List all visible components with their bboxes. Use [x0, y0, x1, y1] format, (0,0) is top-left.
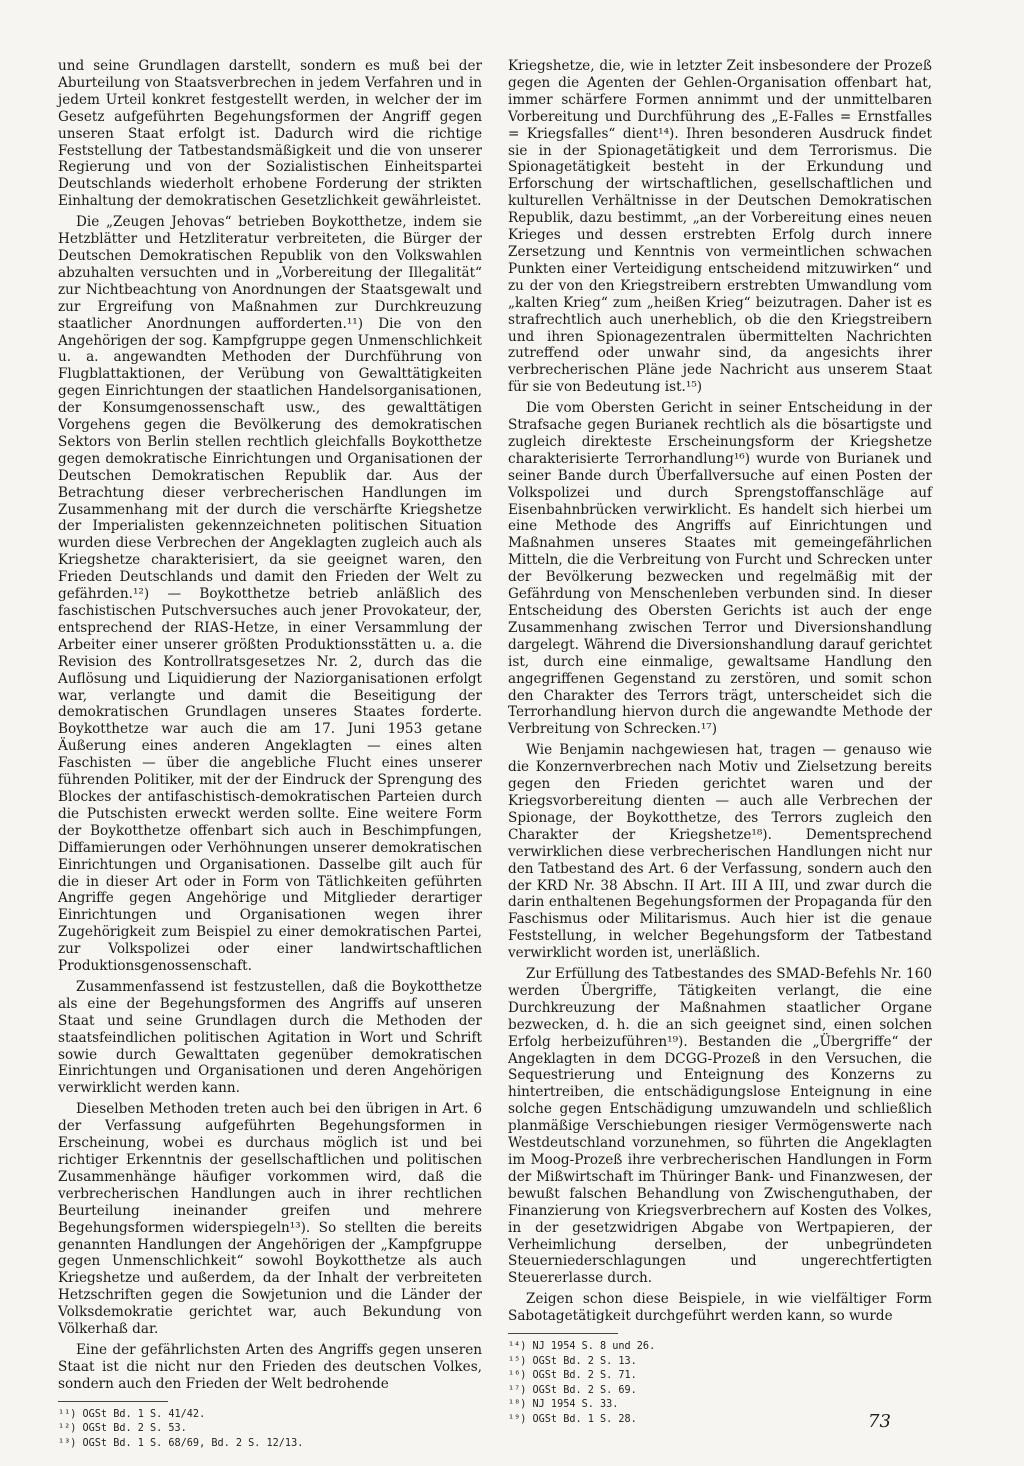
paragraph: Zeigen schon diese Beispiele, in wie vielfältiger Form Sabotagetätigkeit durchgeführt werden kann, so wurde — [508, 1291, 932, 1325]
page-number: 73 — [868, 1411, 891, 1432]
footnote: ¹³) OGSt Bd. 1 S. 68/69, Bd. 2 S. 12/13. — [58, 1437, 304, 1449]
paragraph: Kriegshetze, die, wie in letzter Zeit insbesondere der Prozeß gegen die Agenten der Gehlen-Organisation offenbart hat, immer schärfere Formen annimmt und der unmittelbaren Vorbereitung und Durchführung des „E-Falles = Ernstfalles = Kriegsfalles“ dient¹⁴). Ihren besonderen Ausdruck findet sie in der Spionagetätigkeit und dem Terrorismus. Die Spionagetätigkeit besteht in der Erkundung und Erforschung der wirtschaftlichen, gesellschaftlichen und kulturellen Verhältnisse in der Deutschen Demokratischen Republik, dazu bestimmt, „an der Vorbereitung eines neuen Krieges und dessen erstrebten Erfolg durch innere Zersetzung und Kenntnis von vermeintlichen schwachen Punkten einer Verteidigung entscheidend mitzuwirken“ und zu der von den Kriegstreibern erstrebten Umwandlung vom „kalten Krieg“ zum „heißen Krieg“ beizutragen. Daher ist es strafrechtlich auch unerheblich, ob die den Kriegstreibern und ihren Spionagezentralen übermittelten Nachrichten zutreffend oder unwahr sind, da angesichts ihrer verbrecherischen Pläne jede Nachricht aus unserem Staat für sie von Bedeutung ist.¹⁵) — [508, 58, 932, 396]
paragraph: Die „Zeugen Jehovas“ betrieben Boykotthetze, indem sie Hetzblätter und Hetzliteratur verbreiteten, die Bürger der Deutschen Demokratischen Republik von den Volkswahlen abzuhalten versuchten und in „Vorbereitung der Illegalität“ zur Nichtbeachtung von Anordnungen der Staatsgewalt und zur Ergreifung von Maßnahmen zur Durchkreuzung staatlicher Anordnungen aufforderten.¹¹) Die von den Angehörigen der sog. Kampfgruppe gegen Unmenschlichkeit u. a. angewandten Methoden der Durchführung von Flugblattaktionen, der Verübung von Gewalttätigkeiten gegen Einrichtungen der staatlichen Handelsorganisationen, der Konsumgenossenschaft usw., des gewalttätigen Vorgehens gegen die Bevölkerung des demokratischen Sektors von Berlin stellen rechtlich gleichfalls Boykotthetze gegen demokratische Einrichtungen und Organisationen der Deutschen Demokratischen Republik dar. Aus der Betrachtung dieser verbrecherischen Handlungen im Zusammenhang mit der durch die verschärfte Kriegshetze der Imperialisten gekennzeichneten politischen Situation wurden diese Verbrechen der Angeklagten zugleich auch als Kriegshetze charakterisiert, da sie geeignet waren, den Frieden Deutschlands und damit den Frieden der Welt zu gefährden.¹²) — Boykotthetze betrieb anläßlich des faschistischen Putschversuches auch jener Provokateur, der, entsprechend der RIAS-Hetze, in einer Versammlung der Arbeiter einer unserer größten Produktionsstätten u. a. die Revision des Kontrollratsgesetzes Nr. 2, durch das die Auflösung und Liquidierung der Naziorganisationen erfolgt war, verlangte und damit die Beseitigung der demokratischen Grundlagen unseres Staates forderte. Boykotthetze war auch die am 17. Juni 1953 getane Äußerung eines anderen Angeklagten — eines alten Faschisten — über die angebliche Flucht eines unserer führenden Politiker, mit der der Eindruck der Sprengung des Blockes der antifaschistisch-demokratischen Parteien durch die Putschisten erweckt werden sollte. Eine weitere Form der Boykotthetze offenbart sich auch in Beschimpfungen, Diffamierungen oder Verhöhnungen unserer demokratischen Einrichtungen und Organisationen. Dasselbe gilt auch für die in dieser Art oder in Form von Tätlichkeiten geführten Angriffe gegen Angehörige und Mitglieder derartiger Einrichtungen und Organisationen wegen ihrer Zugehörigkeit zum Beispiel zu einer demokratischen Partei, zur Volkspolizei oder einer landwirtschaftlichen Produktionsgenossenschaft. — [58, 214, 482, 975]
paragraph: Wie Benjamin nachgewiesen hat, tragen — genauso wie die Konzernverbrechen nach Motiv und Zielsetzung bereits gegen den Frieden gerichtet waren und der Kriegsvorbereitung dienten — auch alle Verbrechen der Spionage, der Boykotthetze, des Terrors zugleich den Charakter der Kriegshetze¹⁸). Dementsprechend verwirklichen diese verbrecherischen Handlungen nicht nur den Tatbestand des Art. 6 der Verfassung, sondern auch den der KRD Nr. 38 Abschn. II Art. III A III, und zwar durch die darin enthaltenen Begehungsformen der Propaganda für den Faschismus oder Militarismus. Auch hier ist die genaue Feststellung, in welcher Begehungsform der Tatbestand verwirklicht worden ist, unerläßlich. — [508, 742, 932, 962]
footnote: ¹⁶) OGSt Bd. 2 S. 71. — [508, 1370, 637, 1382]
footnote: ¹²) OGSt Bd. 2 S. 53. — [58, 1423, 187, 1435]
footnote: ¹⁹) OGSt Bd. 1 S. 28. — [508, 1414, 637, 1426]
paragraph: Zusammenfassend ist festzustellen, daß die Boykotthetze als eine der Begehungsformen des Angriffs auf unseren Staat und seine Grundlagen durch die Methoden der staatsfeindlichen politischen Agitation in Wort und Schrift sowie durch Gewalttaten gegenüber demokratischen Einrichtungen und Organisationen und deren Angehörigen verwirklicht werden kann. — [58, 978, 482, 1097]
footnote: ¹¹) OGSt Bd. 1 S. 41/42. — [58, 1408, 206, 1420]
paragraph: Dieselben Methoden treten auch bei den übrigen in Art. 6 der Verfassung aufgeführten Begehungsformen in Erscheinung, wobei es durchaus möglich ist und bei richtiger Erkenntnis der gesellschaftlichen und politischen Zusammenhänge häufiger vorkommen wird, daß die verbrecherischen Handlungen auch in ihrer rechtlichen Beurteilung ineinander greifen und mehrere Begehungsformen widerspiegeln¹³). So stellten die bereits genannten Handlungen der Angehörigen der „Kampfgruppe gegen Unmenschlichkeit“ sowohl Boykotthetze als auch Kriegshetze und außerdem, da der Inhalt der verbreiteten Hetzschriften gegen die Sowjetunion und die Länder der Volksdemokratie gerichtet war, auch Bekundung von Völkerhaß dar. — [58, 1101, 482, 1338]
paragraph: Die vom Obersten Gericht in seiner Entscheidung in der Strafsache gegen Burianek rechtlich als die bösartigste und zugleich direkteste Erscheinungsform der Kriegshetze charakterisierte Terrorhandlung¹⁶) wurde von Burianek und seiner Bande durch Überfallversuche auf einen Posten der Volkspolizei und durch Sprengstoffanschläge auf Eisenbahnbrücken verwirklicht. Es handelt sich hierbei um eine Methode des Angriffs auf Einrichtungen und Maßnahmen unseres Staates mit gemeingefährlichen Mitteln, die die Verbreitung von Furcht und Schrecken unter der Bevölkerung bezwecken und regelmäßig mit der Gefährdung von Menschenleben verbunden sind. In dieser Entscheidung des Obersten Gerichts ist auch der enge Zusammenhang zwischen Terror und Diversionshandlung dargelegt. Während die Diversionshandlung darauf gerichtet ist, durch eine einmalige, gewaltsame Handlung den angegriffenen Gegenstand zu zerstören, und somit schon den Charakter des Terrors trägt, unterscheidet sich die Terrorhandlung hiervon durch die angewandte Methode der Verbreitung von Schrecken.¹⁷) — [508, 400, 932, 738]
right-column — [508, 58, 932, 1428]
paragraph: Eine der gefährlichsten Arten des Angriffs gegen unseren Staat ist die nicht nur den Frieden des deutschen Volkes, sondern auch den Frieden der Welt bedrohende — [58, 1341, 482, 1392]
footnote: ¹⁸) NJ 1954 S. 33. — [508, 1399, 619, 1411]
paragraph: und seine Grundlagen darstellt, sondern es muß bei der Aburteilung von Staatsverbrechen in jedem Verfahren und in jedem Urteil konkret festgestellt werden, in welcher der im Gesetz aufgeführten Begehungsformen der Angriff gegen unseren Staat erfolgt ist. Dadurch wird die richtige Feststellung der Tatbestandsmäßigkeit und die von unserer Regierung und von der Sozialistischen Einheitspartei Deutschlands wiederholt erhobene Forderung der strikten Einhaltung der demokratischen Gesetzlichkeit gewährleistet. — [58, 58, 482, 210]
footnote: ¹⁵) OGSt Bd. 2 S. 13. — [508, 1355, 637, 1367]
footnote-divider — [508, 1333, 618, 1334]
paragraph: Zur Erfüllung des Tatbestandes des SMAD-Befehls Nr. 160 werden Übergriffe, Tätigkeiten verlangt, die eine Durchkreuzung der Maßnahmen staatlicher Organe bezwecken, d. h. die an sich geeignet sind, einen solchen Erfolg herbeizuführen¹⁹). Bestanden die „Übergriffe“ der Angeklagten in dem DCGG-Prozeß in den Versuchen, die Sequestrierung und Enteignung des Konzerns zu hintertreiben, die entschädigungslose Enteignung in eine solche gegen Entschädigung umzuwandeln und schließlich planmäßige Verschiebungen riesiger Vermögenswerte nach Westdeutschland vorzunehmen, so führten die Angeklagten im Moog-Prozeß ihre verbrecherischen Handlungen in Form der Mißwirtschaft im Thüringer Bank- und Finanzwesen, der bewußt falschen Behandlung von Zwischenguthaben, der Finanzierung von Kriegsverbrechern auf Kosten des Volkes, in der gesetzwidrigen Abgabe von Wertpapieren, der Verheimlichung derselben, der unbegründeten Steuerniederschlagungen und ungerechtfertigten Steuererlasse durch. — [508, 966, 932, 1287]
left-column — [58, 58, 482, 1451]
footnote-divider — [58, 1401, 168, 1402]
footnote: ¹⁷) OGSt Bd. 2 S. 69. — [508, 1384, 637, 1396]
footnote: ¹⁴) NJ 1954 S. 8 und 26. — [508, 1341, 656, 1353]
